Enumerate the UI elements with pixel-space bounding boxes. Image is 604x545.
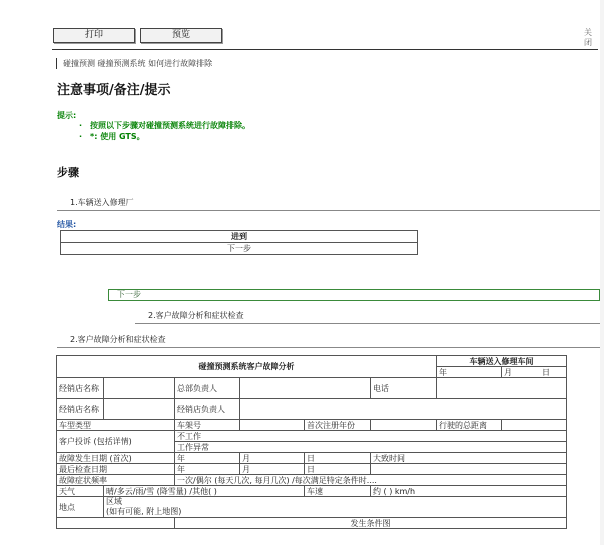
- hq-manager-field[interactable]: [240, 378, 371, 399]
- location-label: 地点: [57, 497, 104, 518]
- area-field[interactable]: [104, 497, 567, 518]
- occurrence-blank: [57, 518, 175, 529]
- not-working-option[interactable]: 不工作: [175, 431, 567, 442]
- total-distance-label: 行驶的总距离: [437, 420, 502, 431]
- form-title: 碰撞预测系统客户故障分析: [57, 356, 437, 378]
- arrival-month-day: 月 日: [502, 367, 567, 378]
- complaint-label: 客户投诉 (包括详情): [57, 431, 175, 453]
- step-2-box: [57, 332, 604, 348]
- dealer-manager-field[interactable]: [240, 399, 567, 420]
- phone-label: 电话: [371, 378, 437, 399]
- fault-frequency-label: 故障症状频率: [57, 475, 175, 486]
- check-time-field[interactable]: [371, 464, 567, 475]
- dealer-name-label-2: 经销店名称: [57, 399, 104, 420]
- dealer-name-label: 经销店名称: [57, 378, 104, 399]
- area-note: (如有可能, 附上地图): [106, 507, 182, 516]
- hint-item: · 按照以下步骤对碰撞预测系统进行故障排除。: [79, 120, 250, 131]
- scrollbar[interactable]: [600, 0, 604, 545]
- vin-field[interactable]: [240, 420, 305, 431]
- fault-year: 年: [175, 453, 240, 464]
- result-header: 进到: [61, 231, 418, 243]
- page-title: 注意事项/备注/提示: [57, 83, 171, 98]
- fault-month: 月: [240, 453, 305, 464]
- area-label: 区域: [106, 497, 122, 506]
- working-abnormal-option[interactable]: 工作异常: [175, 442, 567, 453]
- speed-value[interactable]: 约 ( ) km/h: [371, 486, 567, 497]
- hint-title: 提示:: [57, 111, 77, 120]
- arrival-header: 车辆送入修理车间: [437, 356, 567, 367]
- preview-button[interactable]: 预览: [140, 28, 222, 43]
- weather-options[interactable]: 晴/多云/雨/雪 (降雪量) /其他( ): [104, 486, 305, 497]
- check-month: 月: [240, 464, 305, 475]
- frequency-options[interactable]: 一次/偶尔 (每天几次, 每月几次) /每次满足特定条件时....: [175, 475, 567, 486]
- close-button[interactable]: 关闭: [584, 28, 592, 47]
- arrival-year: 年: [437, 367, 502, 378]
- step-1-label: 1.车辆送入修理厂: [70, 198, 134, 207]
- occurrence-diagram-label: 发生条件图: [175, 518, 567, 529]
- hint-list: [79, 120, 250, 142]
- hint-item: · *: 使用 GTS。: [79, 131, 250, 142]
- last-check-date-label: 最后检查日期: [57, 464, 175, 475]
- first-fault-date-label: 故障发生日期 (首次): [57, 453, 175, 464]
- dealer-manager-label: 经销店负责人: [175, 399, 240, 420]
- step-2-inner-label: 2.客户故障分析和症状检查: [148, 311, 244, 320]
- dealer-name-field-2[interactable]: [104, 399, 175, 420]
- toolbar-divider: [52, 49, 598, 50]
- check-year: 年: [175, 464, 240, 475]
- steps-title: 步骤: [57, 166, 79, 179]
- next-step-link[interactable]: 下一步: [108, 289, 600, 301]
- first-reg-field[interactable]: [371, 420, 437, 431]
- result-table: [60, 230, 418, 255]
- first-reg-label: 首次注册年份: [305, 420, 371, 431]
- dealer-name-field[interactable]: [104, 378, 175, 399]
- fault-day: 日: [305, 453, 371, 464]
- result-next-link[interactable]: 下一步: [61, 243, 418, 255]
- vehicle-type-label: 车型类型: [57, 420, 175, 431]
- approx-time-label: 大致时间: [371, 453, 567, 464]
- step-2-label: 2.客户故障分析和症状检查: [70, 335, 166, 344]
- weather-label: 天气: [57, 486, 104, 497]
- result-title: 结果:: [57, 220, 77, 229]
- vin-label: 车架号: [175, 420, 240, 431]
- print-button[interactable]: 打印: [53, 28, 135, 43]
- step-1-box: [57, 195, 604, 211]
- breadcrumb: 碰撞预测 碰撞预测系统 如何进行故障排除: [56, 58, 212, 69]
- phone-field[interactable]: [437, 378, 567, 399]
- speed-label: 车速: [305, 486, 371, 497]
- step-2-inner-box: [135, 308, 604, 324]
- total-distance-field[interactable]: [502, 420, 567, 431]
- hq-manager-label: 总部负责人: [175, 378, 240, 399]
- customer-analysis-form: [56, 355, 567, 529]
- check-day: 日: [305, 464, 371, 475]
